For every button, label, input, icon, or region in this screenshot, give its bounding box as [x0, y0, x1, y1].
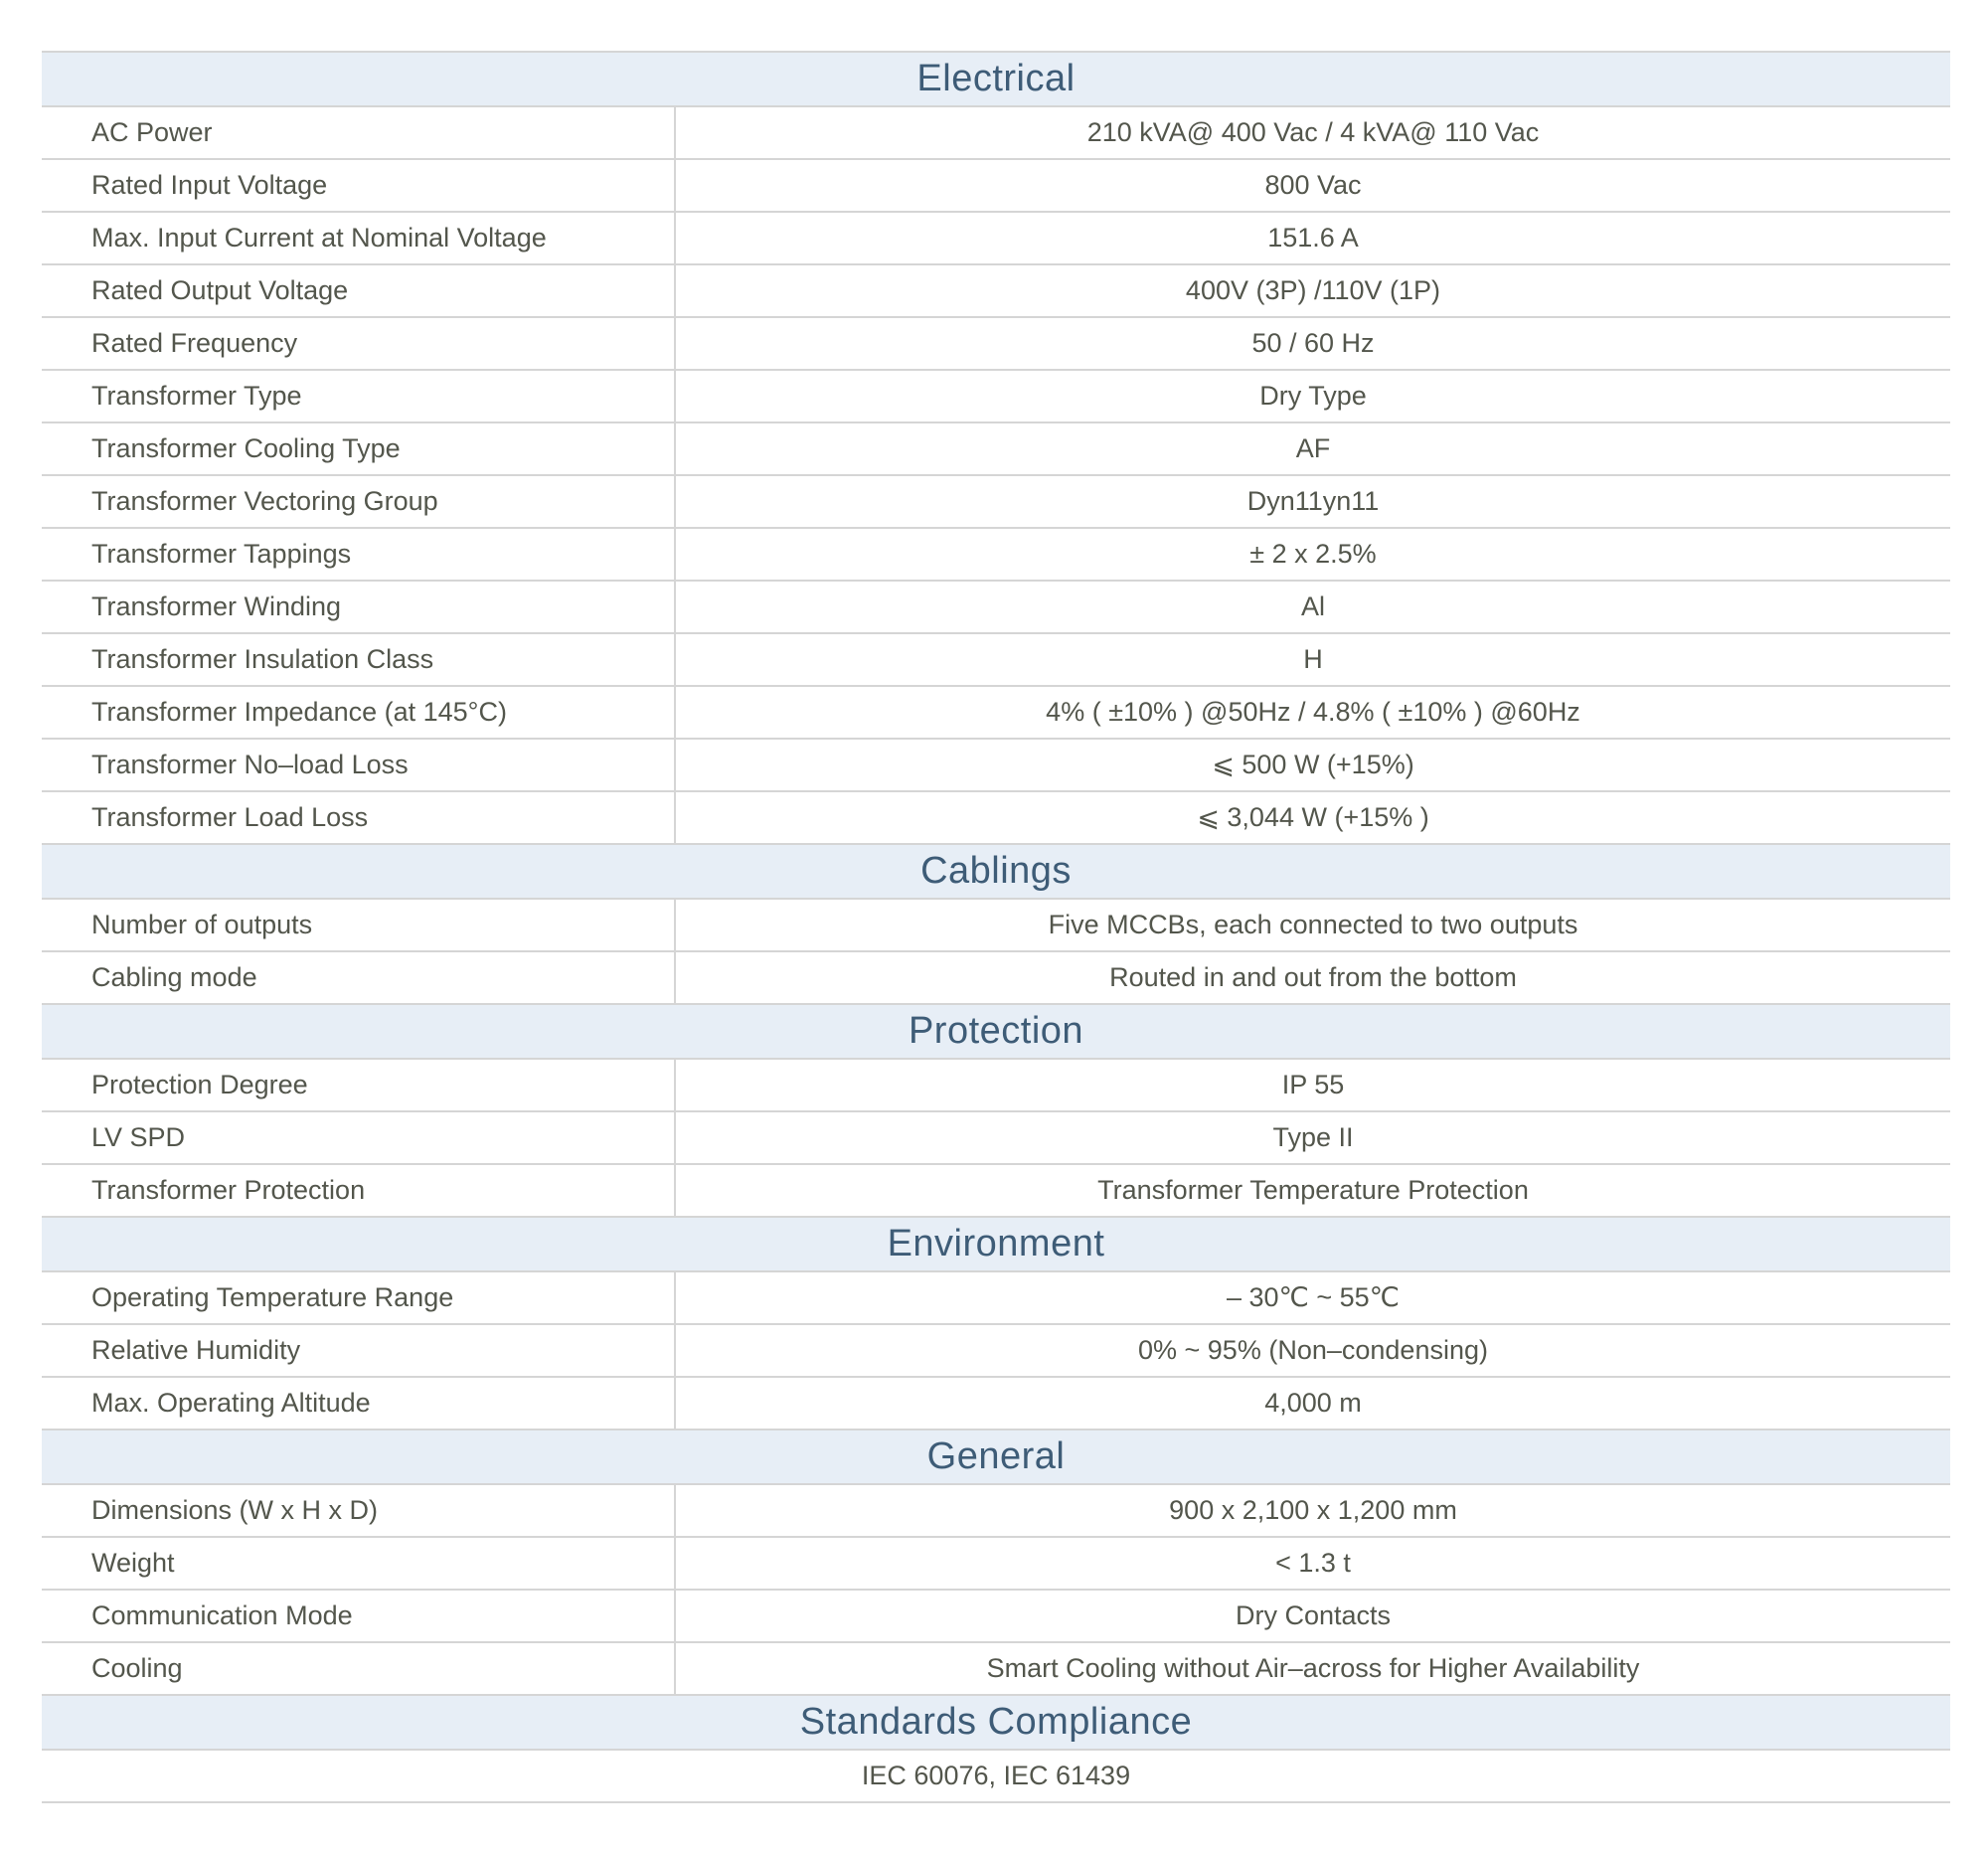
row-value: – 30℃ ~ 55℃ [674, 1272, 1950, 1323]
row-value: Dry Type [674, 371, 1950, 421]
spec-row [42, 634, 1950, 687]
row-label: LV SPD [91, 1122, 186, 1152]
row-value: ⩽ 500 W (+15%) [674, 740, 1950, 790]
section-header-protection: Protection [42, 1005, 1950, 1060]
row-label: Max. Operating Altitude [91, 1388, 371, 1418]
spec-row [42, 1485, 1950, 1538]
row-value: Dyn11yn11 [674, 476, 1950, 527]
row-value: < 1.3 t [674, 1538, 1950, 1589]
row-value: 4% ( ±10% ) @50Hz / 4.8% ( ±10% ) @60Hz [674, 687, 1950, 738]
spec-row [42, 582, 1950, 634]
section-header-standards-compliance: Standards Compliance [42, 1696, 1950, 1751]
row-label: Transformer Vectoring Group [91, 486, 438, 516]
spec-row [42, 900, 1950, 952]
row-label: Cabling mode [91, 962, 257, 992]
row-label: Transformer Impedance (at 145°C) [91, 697, 507, 727]
row-value: Transformer Temperature Protection [674, 1165, 1950, 1216]
spec-row [42, 265, 1950, 318]
row-label: Relative Humidity [91, 1335, 301, 1365]
row-value: 50 / 60 Hz [674, 318, 1950, 369]
row-label: Transformer Tappings [91, 539, 352, 569]
row-value: 151.6 A [674, 213, 1950, 263]
spec-row [42, 1643, 1950, 1696]
row-label: Transformer Insulation Class [91, 644, 434, 674]
spec-row [42, 213, 1950, 265]
row-value: 4,000 m [674, 1378, 1950, 1429]
row-value: 0% ~ 95% (Non–condensing) [674, 1325, 1950, 1376]
row-label: Transformer Type [91, 381, 302, 411]
row-label: AC Power [91, 117, 213, 147]
spec-row [42, 1591, 1950, 1643]
row-label: Communication Mode [91, 1600, 353, 1630]
row-value: Dry Contacts [674, 1591, 1950, 1641]
spec-table [42, 51, 1950, 1803]
row-label: Rated Input Voltage [91, 170, 328, 200]
row-label: Transformer Cooling Type [91, 433, 401, 463]
spec-row [42, 423, 1950, 476]
spec-row [42, 318, 1950, 371]
section-header-environment: Environment [42, 1218, 1950, 1272]
row-value: Routed in and out from the bottom [674, 952, 1950, 1003]
row-label: Weight [91, 1548, 175, 1578]
row-value: AF [674, 423, 1950, 474]
row-value: Five MCCBs, each connected to two outputs [674, 900, 1950, 950]
spec-row [42, 371, 1950, 423]
spec-row [42, 792, 1950, 845]
row-label: Transformer Winding [91, 591, 342, 621]
spec-row [42, 1325, 1950, 1378]
spec-row [42, 529, 1950, 582]
section-header-general: General [42, 1430, 1950, 1485]
row-label: Protection Degree [91, 1070, 308, 1099]
section-header-cablings: Cablings [42, 845, 1950, 900]
row-label: Dimensions (W x H x D) [91, 1495, 379, 1525]
row-value: 900 x 2,100 x 1,200 mm [674, 1485, 1950, 1536]
row-label: Number of outputs [91, 910, 313, 939]
row-value: Smart Cooling without Air–across for Higher Availability [674, 1643, 1950, 1694]
row-label: Transformer Protection [91, 1175, 366, 1205]
spec-row [42, 1378, 1950, 1430]
row-label: Rated Frequency [91, 328, 298, 358]
row-value: 210 kVA@ 400 Vac / 4 kVA@ 110 Vac [674, 107, 1950, 158]
row-label: Max. Input Current at Nominal Voltage [91, 223, 547, 252]
full-width-value-row: IEC 60076, IEC 61439 [42, 1751, 1950, 1803]
spec-row [42, 1112, 1950, 1165]
row-value: 400V (3P) /110V (1P) [674, 265, 1950, 316]
spec-row [42, 687, 1950, 740]
spec-row [42, 952, 1950, 1005]
row-value: 800 Vac [674, 160, 1950, 211]
row-label: Transformer No–load Loss [91, 750, 409, 779]
row-label: Cooling [91, 1653, 183, 1683]
row-label: Rated Output Voltage [91, 275, 349, 305]
spec-row [42, 1060, 1950, 1112]
spec-row [42, 160, 1950, 213]
spec-row [42, 1165, 1950, 1218]
row-value: ⩽ 3,044 W (+15% ) [674, 792, 1950, 843]
row-value: H [674, 634, 1950, 685]
row-value: IP 55 [674, 1060, 1950, 1110]
section-header-electrical: Electrical [42, 53, 1950, 107]
spec-row [42, 1538, 1950, 1591]
row-label: Transformer Load Loss [91, 802, 369, 832]
spec-row [42, 476, 1950, 529]
spec-row [42, 107, 1950, 160]
row-value: Type II [674, 1112, 1950, 1163]
row-value: ± 2 x 2.5% [674, 529, 1950, 580]
spec-row [42, 1272, 1950, 1325]
row-label: Operating Temperature Range [91, 1282, 454, 1312]
row-value: Al [674, 582, 1950, 632]
spec-row [42, 740, 1950, 792]
